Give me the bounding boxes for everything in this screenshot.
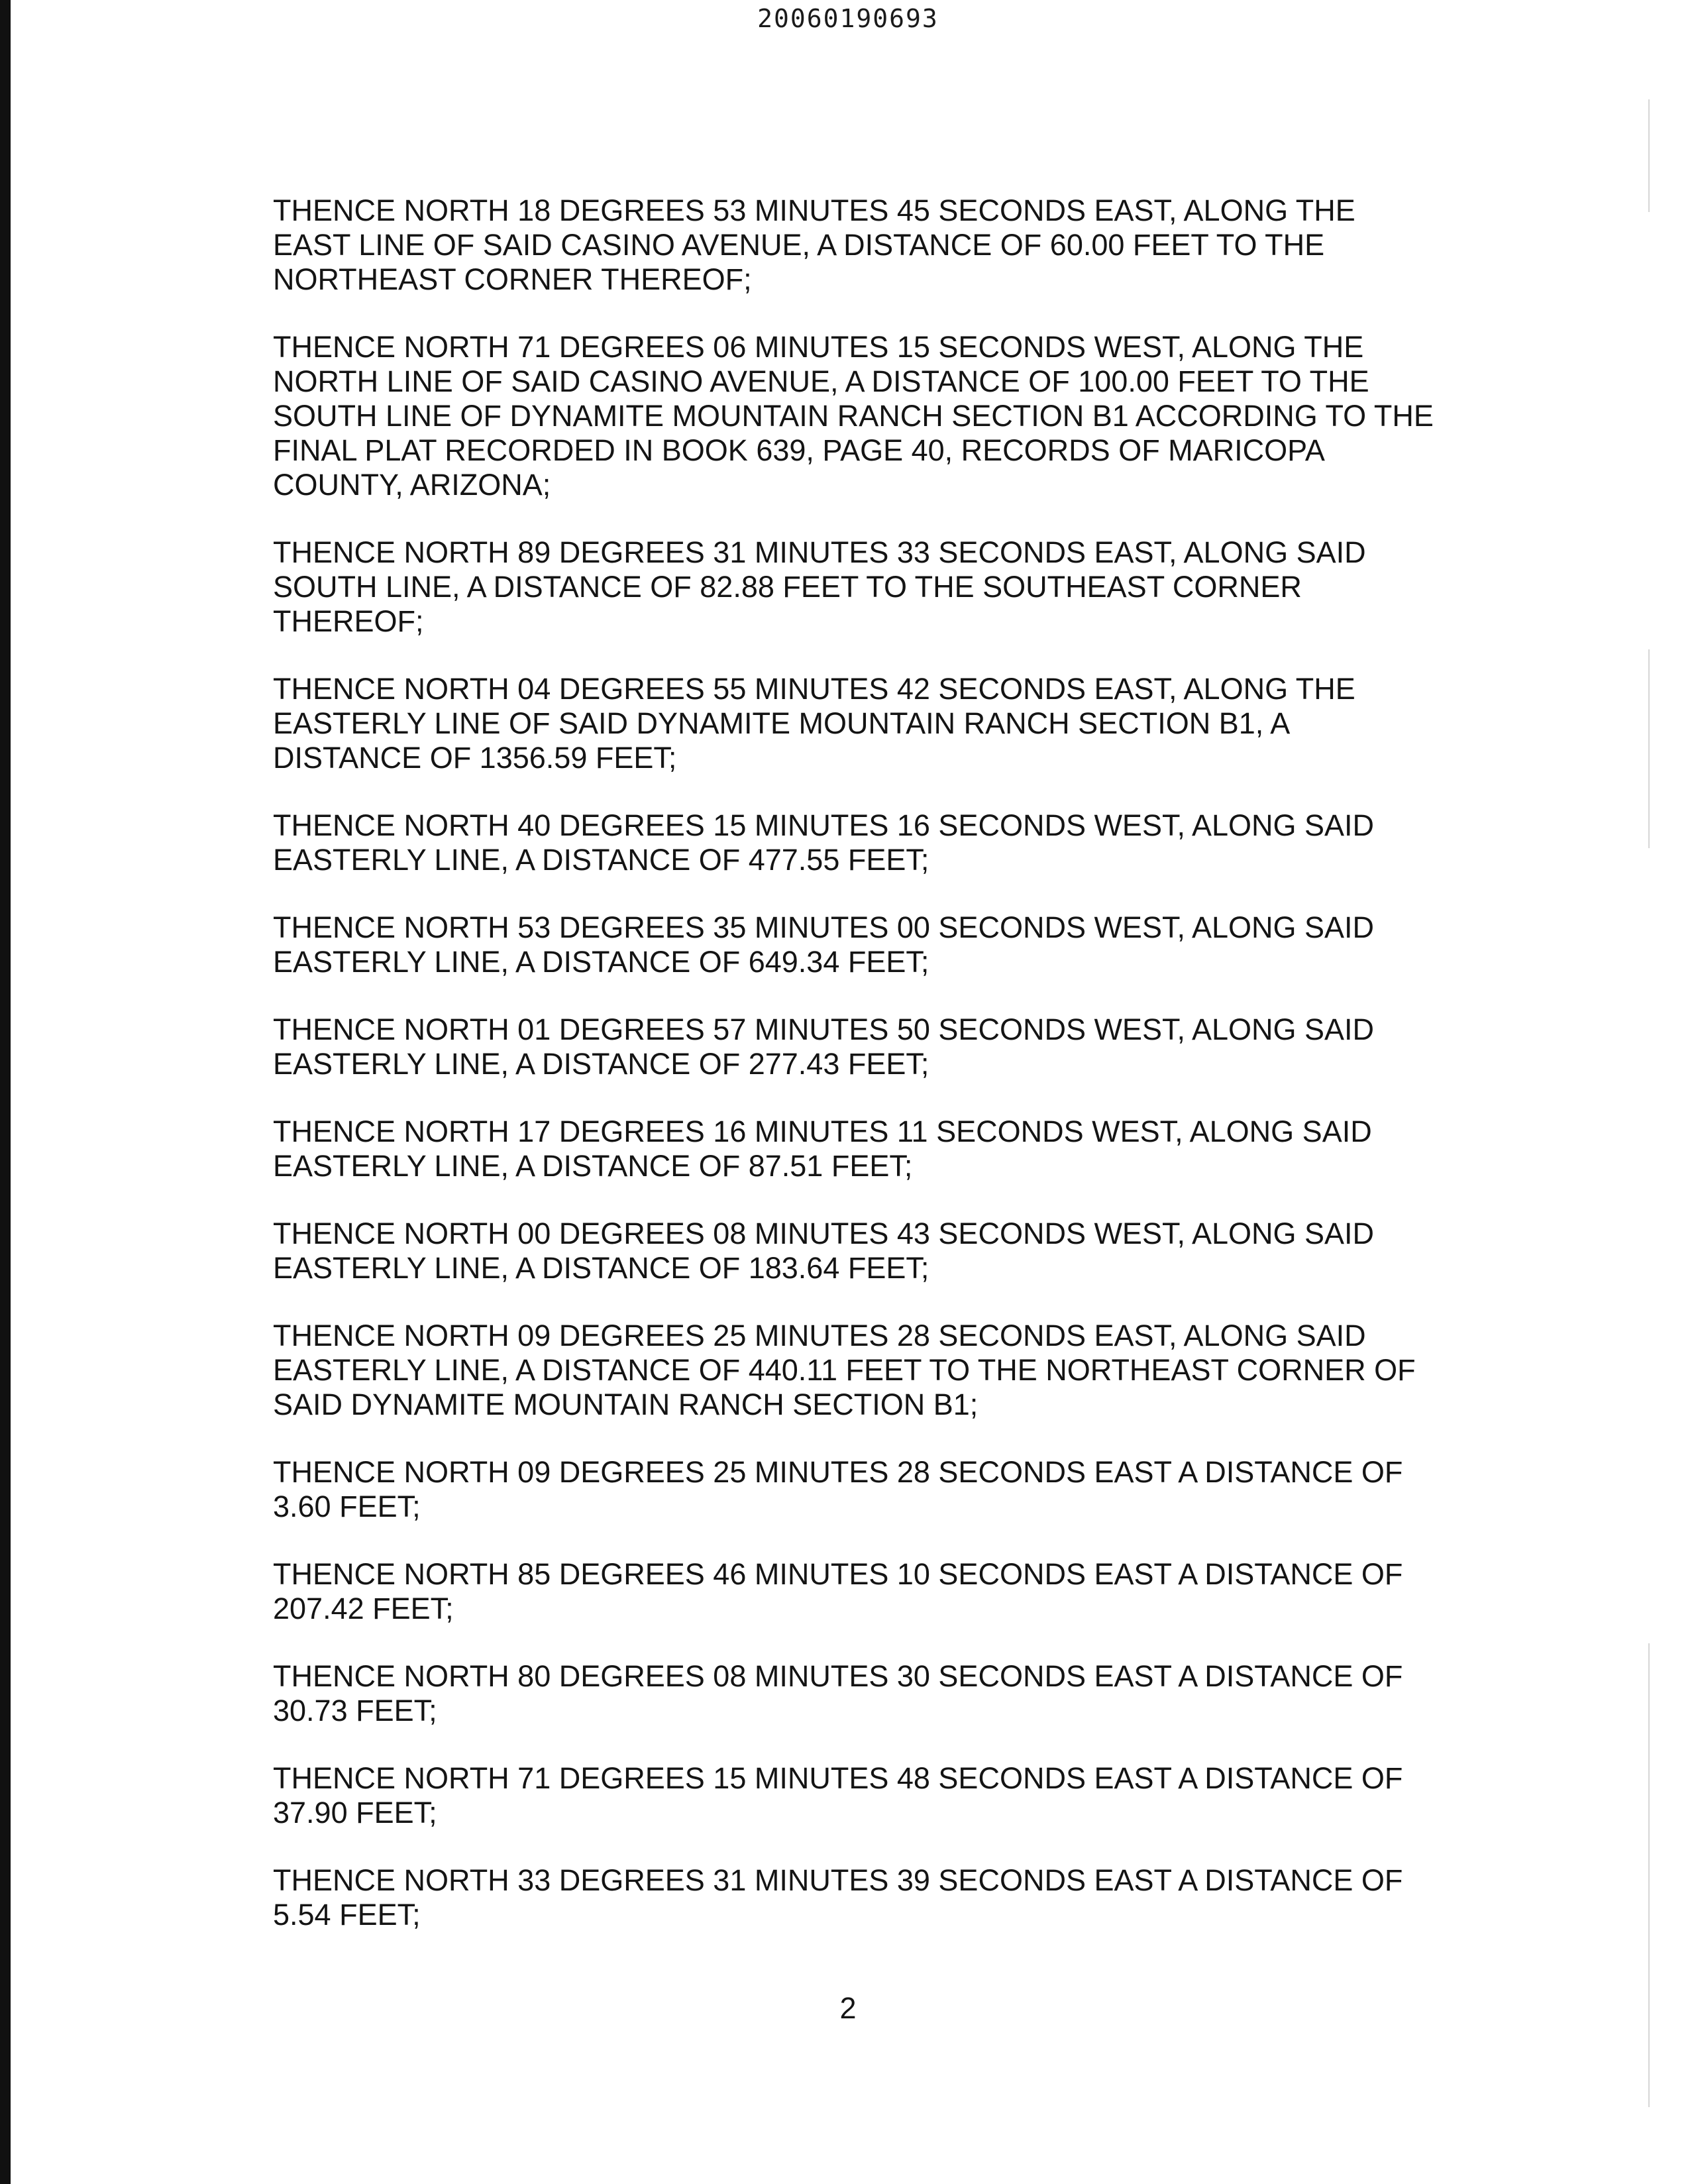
page-number: 2 xyxy=(839,1991,857,2025)
paragraph: THENCE NORTH 33 DEGREES 31 MINUTES 39 SECONDS EAST A DISTANCE OF 5.54 FEET; xyxy=(273,1863,1403,1932)
paragraph: THENCE NORTH 80 DEGREES 08 MINUTES 30 SECONDS EAST A DISTANCE OF 30.73 FEET; xyxy=(273,1659,1403,1727)
legal-description xyxy=(273,193,1439,1965)
paragraph: THENCE NORTH 89 DEGREES 31 MINUTES 33 SECONDS EAST, ALONG SAID SOUTH LINE, A DISTANCE OF 82.88 FEET TO THE SOUTHEAST CORNER THEREOF; xyxy=(273,535,1366,638)
paragraph: THENCE NORTH 85 DEGREES 46 MINUTES 10 SECONDS EAST A DISTANCE OF 207.42 FEET; xyxy=(273,1557,1403,1625)
recording-number: 20060190693 xyxy=(757,4,939,33)
paragraph: THENCE NORTH 17 DEGREES 16 MINUTES 11 SECONDS WEST, ALONG SAID EASTERLY LINE, A DISTANCE OF 87.51 FEET; xyxy=(273,1115,1372,1183)
paragraph: THENCE NORTH 00 DEGREES 08 MINUTES 43 SECONDS WEST, ALONG SAID EASTERLY LINE, A DISTANCE OF 183.64 FEET; xyxy=(273,1217,1375,1285)
paragraph: THENCE NORTH 53 DEGREES 35 MINUTES 00 SECONDS WEST, ALONG SAID EASTERLY LINE, A DISTANCE OF 649.34 FEET; xyxy=(273,910,1375,979)
paragraph: THENCE NORTH 01 DEGREES 57 MINUTES 50 SECONDS WEST, ALONG SAID EASTERLY LINE, A DISTANCE OF 277.43 FEET; xyxy=(273,1012,1375,1081)
scan-artifact xyxy=(1648,99,1650,212)
paragraph: THENCE NORTH 04 DEGREES 55 MINUTES 42 SECONDS EAST, ALONG THE EASTERLY LINE OF SAID DYNAMITE MOUNTAIN RANCH SECTION B1, A DISTANCE OF 1356.59 FEET; xyxy=(273,672,1355,775)
scan-artifact xyxy=(1648,649,1650,848)
paragraph: THENCE NORTH 18 DEGREES 53 MINUTES 45 SECONDS EAST, ALONG THE EAST LINE OF SAID CASINO AVENUE, A DISTANCE OF 60.00 FEET TO THE NORTHEAST CORNER THEREOF; xyxy=(273,193,1355,296)
paragraph: THENCE NORTH 40 DEGREES 15 MINUTES 16 SECONDS WEST, ALONG SAID EASTERLY LINE, A DISTANCE OF 477.55 FEET; xyxy=(273,808,1375,877)
paragraph: THENCE NORTH 71 DEGREES 15 MINUTES 48 SECONDS EAST A DISTANCE OF 37.90 FEET; xyxy=(273,1761,1403,1829)
scan-border xyxy=(0,0,11,2184)
paragraph: THENCE NORTH 09 DEGREES 25 MINUTES 28 SECONDS EAST, ALONG SAID EASTERLY LINE, A DISTANCE OF 440.11 FEET TO THE NORTHEAST CORNER OF SAID DYNAMITE MOUNTAIN RANCH SECTION B1; xyxy=(273,1319,1416,1421)
scan-artifact xyxy=(1648,1643,1650,2107)
paragraph: THENCE NORTH 09 DEGREES 25 MINUTES 28 SECONDS EAST A DISTANCE OF 3.60 FEET; xyxy=(273,1455,1403,1523)
paragraph: THENCE NORTH 71 DEGREES 06 MINUTES 15 SECONDS WEST, ALONG THE NORTH LINE OF SAID CASINO AVENUE, A DISTANCE OF 100.00 FEET TO THE SOUTH LINE OF DYNAMITE MOUNTAIN RANCH SECTION B1 ACCORDING TO THE FINAL PLAT RECORDED IN BOOK 639, PAGE 40, RECORDS OF MARICOPA COUNTY, ARIZONA; xyxy=(273,330,1434,502)
